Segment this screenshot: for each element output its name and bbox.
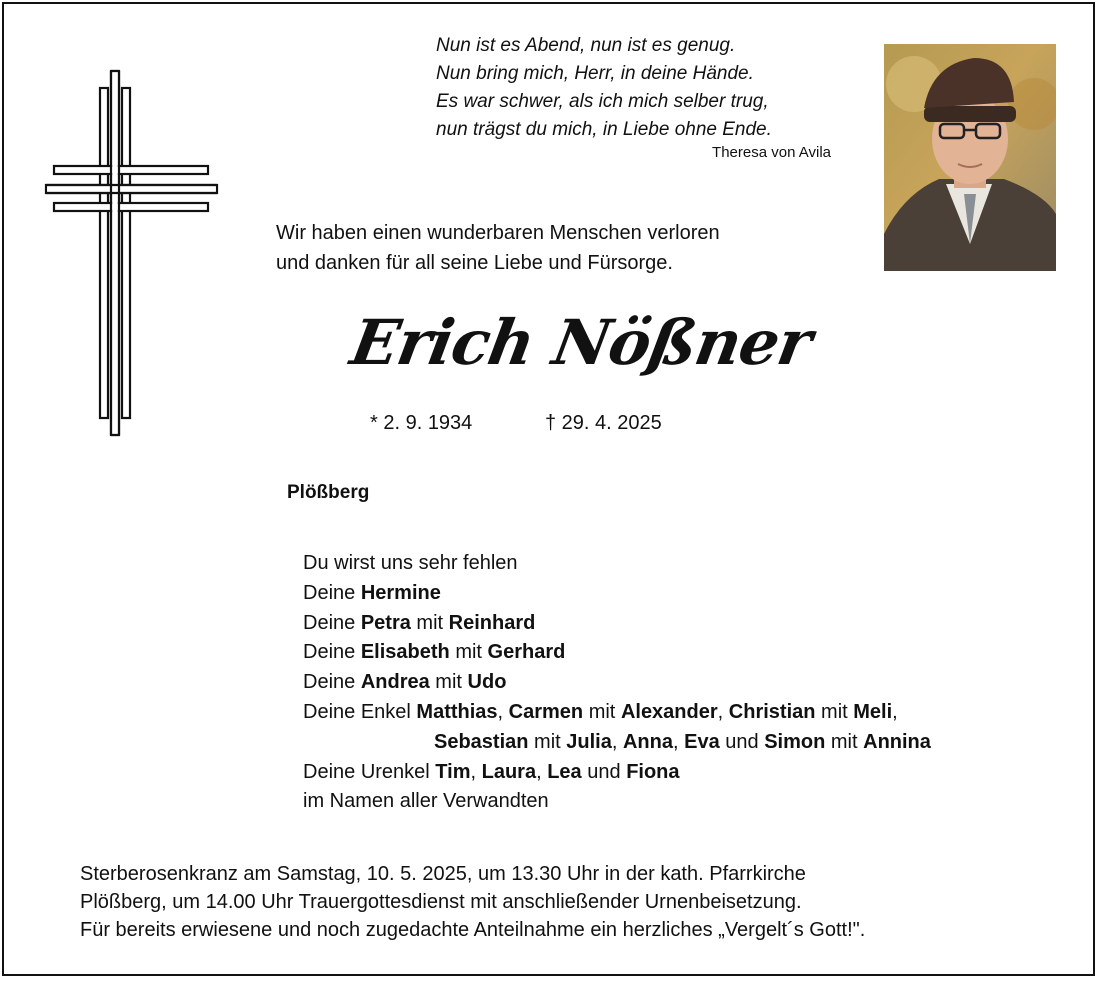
list-item: Sebastian mit Julia, Anna, Eva und Simon mit Annina	[434, 730, 931, 753]
funeral-notice	[80, 860, 865, 944]
portrait-photo	[884, 44, 1056, 271]
list-item: Deine Urenkel Tim, Laura, Lea und Fiona	[303, 760, 680, 783]
list-item: Du wirst uns sehr fehlen	[303, 552, 518, 574]
poem	[436, 32, 836, 144]
birth-date: * 2. 9. 1934	[370, 412, 473, 434]
list-item: Deine Elisabeth mit Gerhard	[303, 641, 566, 664]
poem-line: Nun ist es Abend, nun ist es genug.	[436, 35, 736, 56]
poem-line: nun trägst du mich, in Liebe ohne Ende.	[436, 119, 772, 140]
poem-line: Es war schwer, als ich mich selber trug,	[436, 91, 769, 112]
list-item: Deine Andrea mit Udo	[303, 671, 507, 694]
list-item: Deine Enkel Matthias, Carmen mit Alexander, Christian mit Meli,	[303, 700, 898, 723]
notice-line: Plößberg, um 14.00 Uhr Trauergottesdienst mit anschließender Urnenbeisetzung.	[80, 891, 802, 913]
notice-line: Für bereits erwiesene und noch zugedachte Anteilnahme ein herzliches „Vergelt´s Gott!".	[80, 919, 866, 941]
death-date: † 29. 4. 2025	[545, 412, 662, 434]
deceased-name: Erich Nößner	[345, 306, 817, 379]
list-item: im Namen aller Verwandten	[303, 790, 549, 813]
poem-author: Theresa von Avila	[712, 144, 831, 161]
list-item: Deine Petra mit Reinhard	[303, 611, 536, 634]
cross-icon	[44, 68, 220, 440]
notice-line: Sterberosenkranz am Samstag, 10. 5. 2025, um 13.30 Uhr in der kath. Pfarrkirche	[80, 863, 806, 885]
intro-text	[276, 218, 720, 278]
intro-line: und danken für all seine Liebe und Fürsorge.	[276, 252, 673, 274]
mourners-list	[303, 549, 931, 817]
list-item: Deine Hermine	[303, 581, 441, 604]
poem-line: Nun bring mich, Herr, in deine Hände.	[436, 63, 754, 84]
place-of-residence: Plößberg	[287, 482, 370, 503]
intro-line: Wir haben einen wunderbaren Menschen verloren	[276, 222, 720, 244]
